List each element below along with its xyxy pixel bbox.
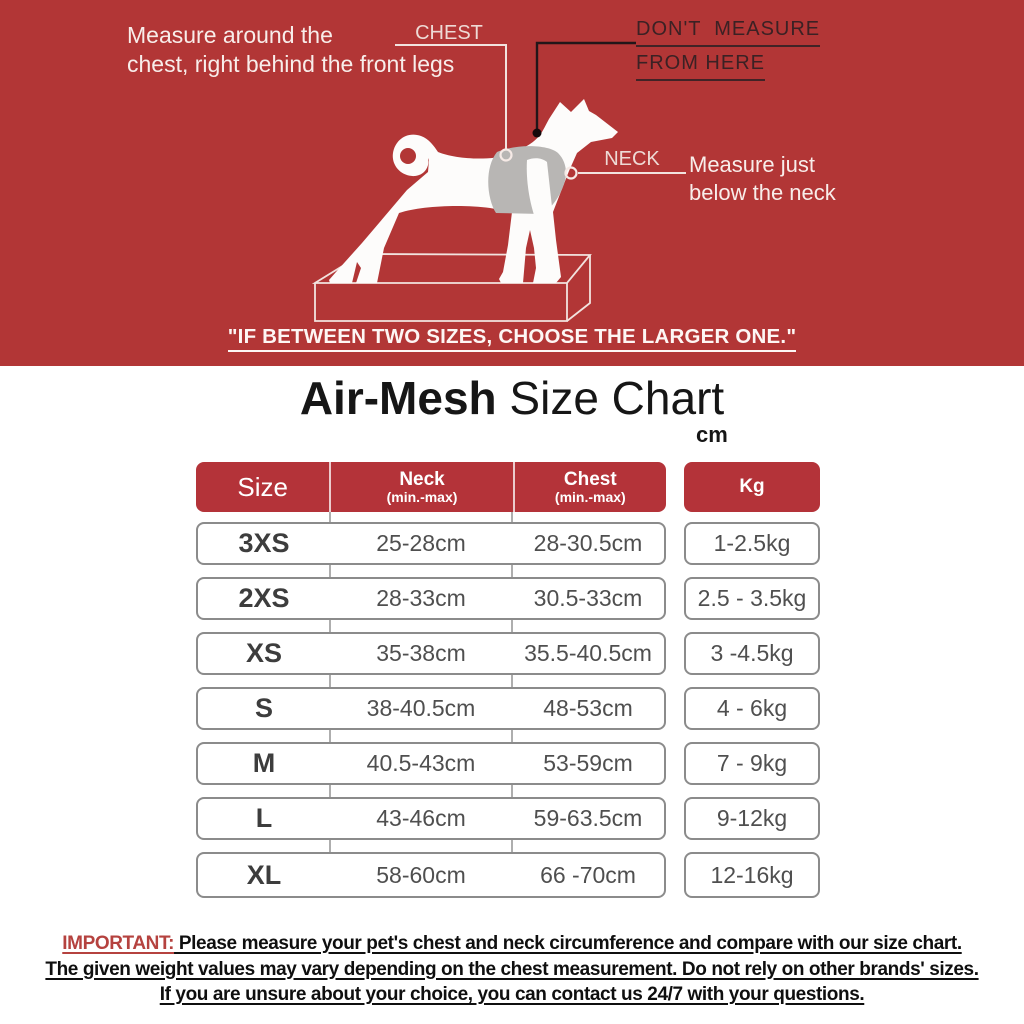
size-cell: 3XS [238,528,290,558]
table-row [196,742,666,785]
kg-cell: 3 -4.5kg [684,632,820,675]
table-row [196,522,666,565]
chest-cell: 59-63.5cm [533,805,643,831]
table-row [196,852,666,898]
neck-instruction-line1: Measure just [689,152,815,177]
chest-cell: 48-53cm [543,695,633,721]
kg-cell: 12-16kg [684,852,820,898]
neck-cell: 38-40.5cm [366,695,476,721]
chest-instruction-line2: chest, right behind the front legs [127,51,455,77]
dont-measure-line2: FROM HERE [636,52,765,81]
important-note [0,931,1024,1008]
header-neck: Neck (min.-max) [331,462,514,512]
neck-instruction-line2: below the neck [689,180,836,205]
neck-cell: 28-33cm [376,585,466,611]
chest-label: CHEST [415,22,483,44]
dont-measure-warning [636,18,820,86]
kg-cell: 4 - 6kg [684,687,820,730]
table-header [196,462,666,512]
neck-cell: 40.5-43cm [366,750,476,776]
note-line3: If you are unsure about your choice, you can contact us 24/7 with your questions. [159,984,865,1005]
chest-cell: 35.5-40.5cm [524,640,652,666]
table-row [196,632,666,675]
neck-cell: 43-46cm [376,805,466,831]
neck-cell: 35-38cm [376,640,466,666]
measurement-hero [0,0,1024,366]
kg-cell: 1-2.5kg [684,522,820,565]
kg-cell: 7 - 9kg [684,742,820,785]
important-label: IMPORTANT: [62,933,175,954]
neck-label: NECK [604,148,660,170]
kg-cell: 2.5 - 3.5kg [684,577,820,620]
neck-cell: 58-60cm [376,861,466,888]
chest-cell: 28-30.5cm [533,530,643,556]
table-row [196,577,666,620]
size-cell: S [254,693,273,723]
dont-measure-dot [533,129,542,138]
page-title [0,372,1024,424]
size-cell: M [252,748,276,778]
note-line1: IMPORTANT: Please measure your pet's chest and neck circumference and compare with our size chart. [62,933,962,954]
chest-cell: 66 -70cm [540,861,636,888]
note-line2: The given weight values may vary depending on the chest measurement. Do not rely on other brands' sizes. [45,958,979,980]
size-cell: 2XS [238,583,290,613]
dont-measure-line1: DON'T MEASURE [636,18,820,47]
size-cell: XL [246,859,282,890]
product-name: Air-Mesh [299,372,497,424]
table-row [196,797,666,840]
size-cell: L [255,803,273,833]
kg-cell: 9-12kg [684,797,820,840]
unit-label: cm [696,422,728,447]
header-size: Size [196,462,331,512]
sizing-advice-quote: "IF BETWEEN TWO SIZES, CHOOSE THE LARGER ONE." [0,325,1024,349]
neck-instruction [689,151,836,207]
header-chest: Chest (min.-max) [554,468,626,505]
chest-cell: 30.5-33cm [533,585,643,611]
size-cell: XS [245,638,283,668]
tail-curl-notch [400,148,416,164]
neck-cell: 25-28cm [376,530,466,556]
table-row [196,687,666,730]
header-kg: Kg [684,462,820,512]
title-rest: Size Chart [496,372,725,424]
chest-instruction-line1: Measure around the [127,22,333,48]
chest-cell: 53-59cm [543,750,633,776]
